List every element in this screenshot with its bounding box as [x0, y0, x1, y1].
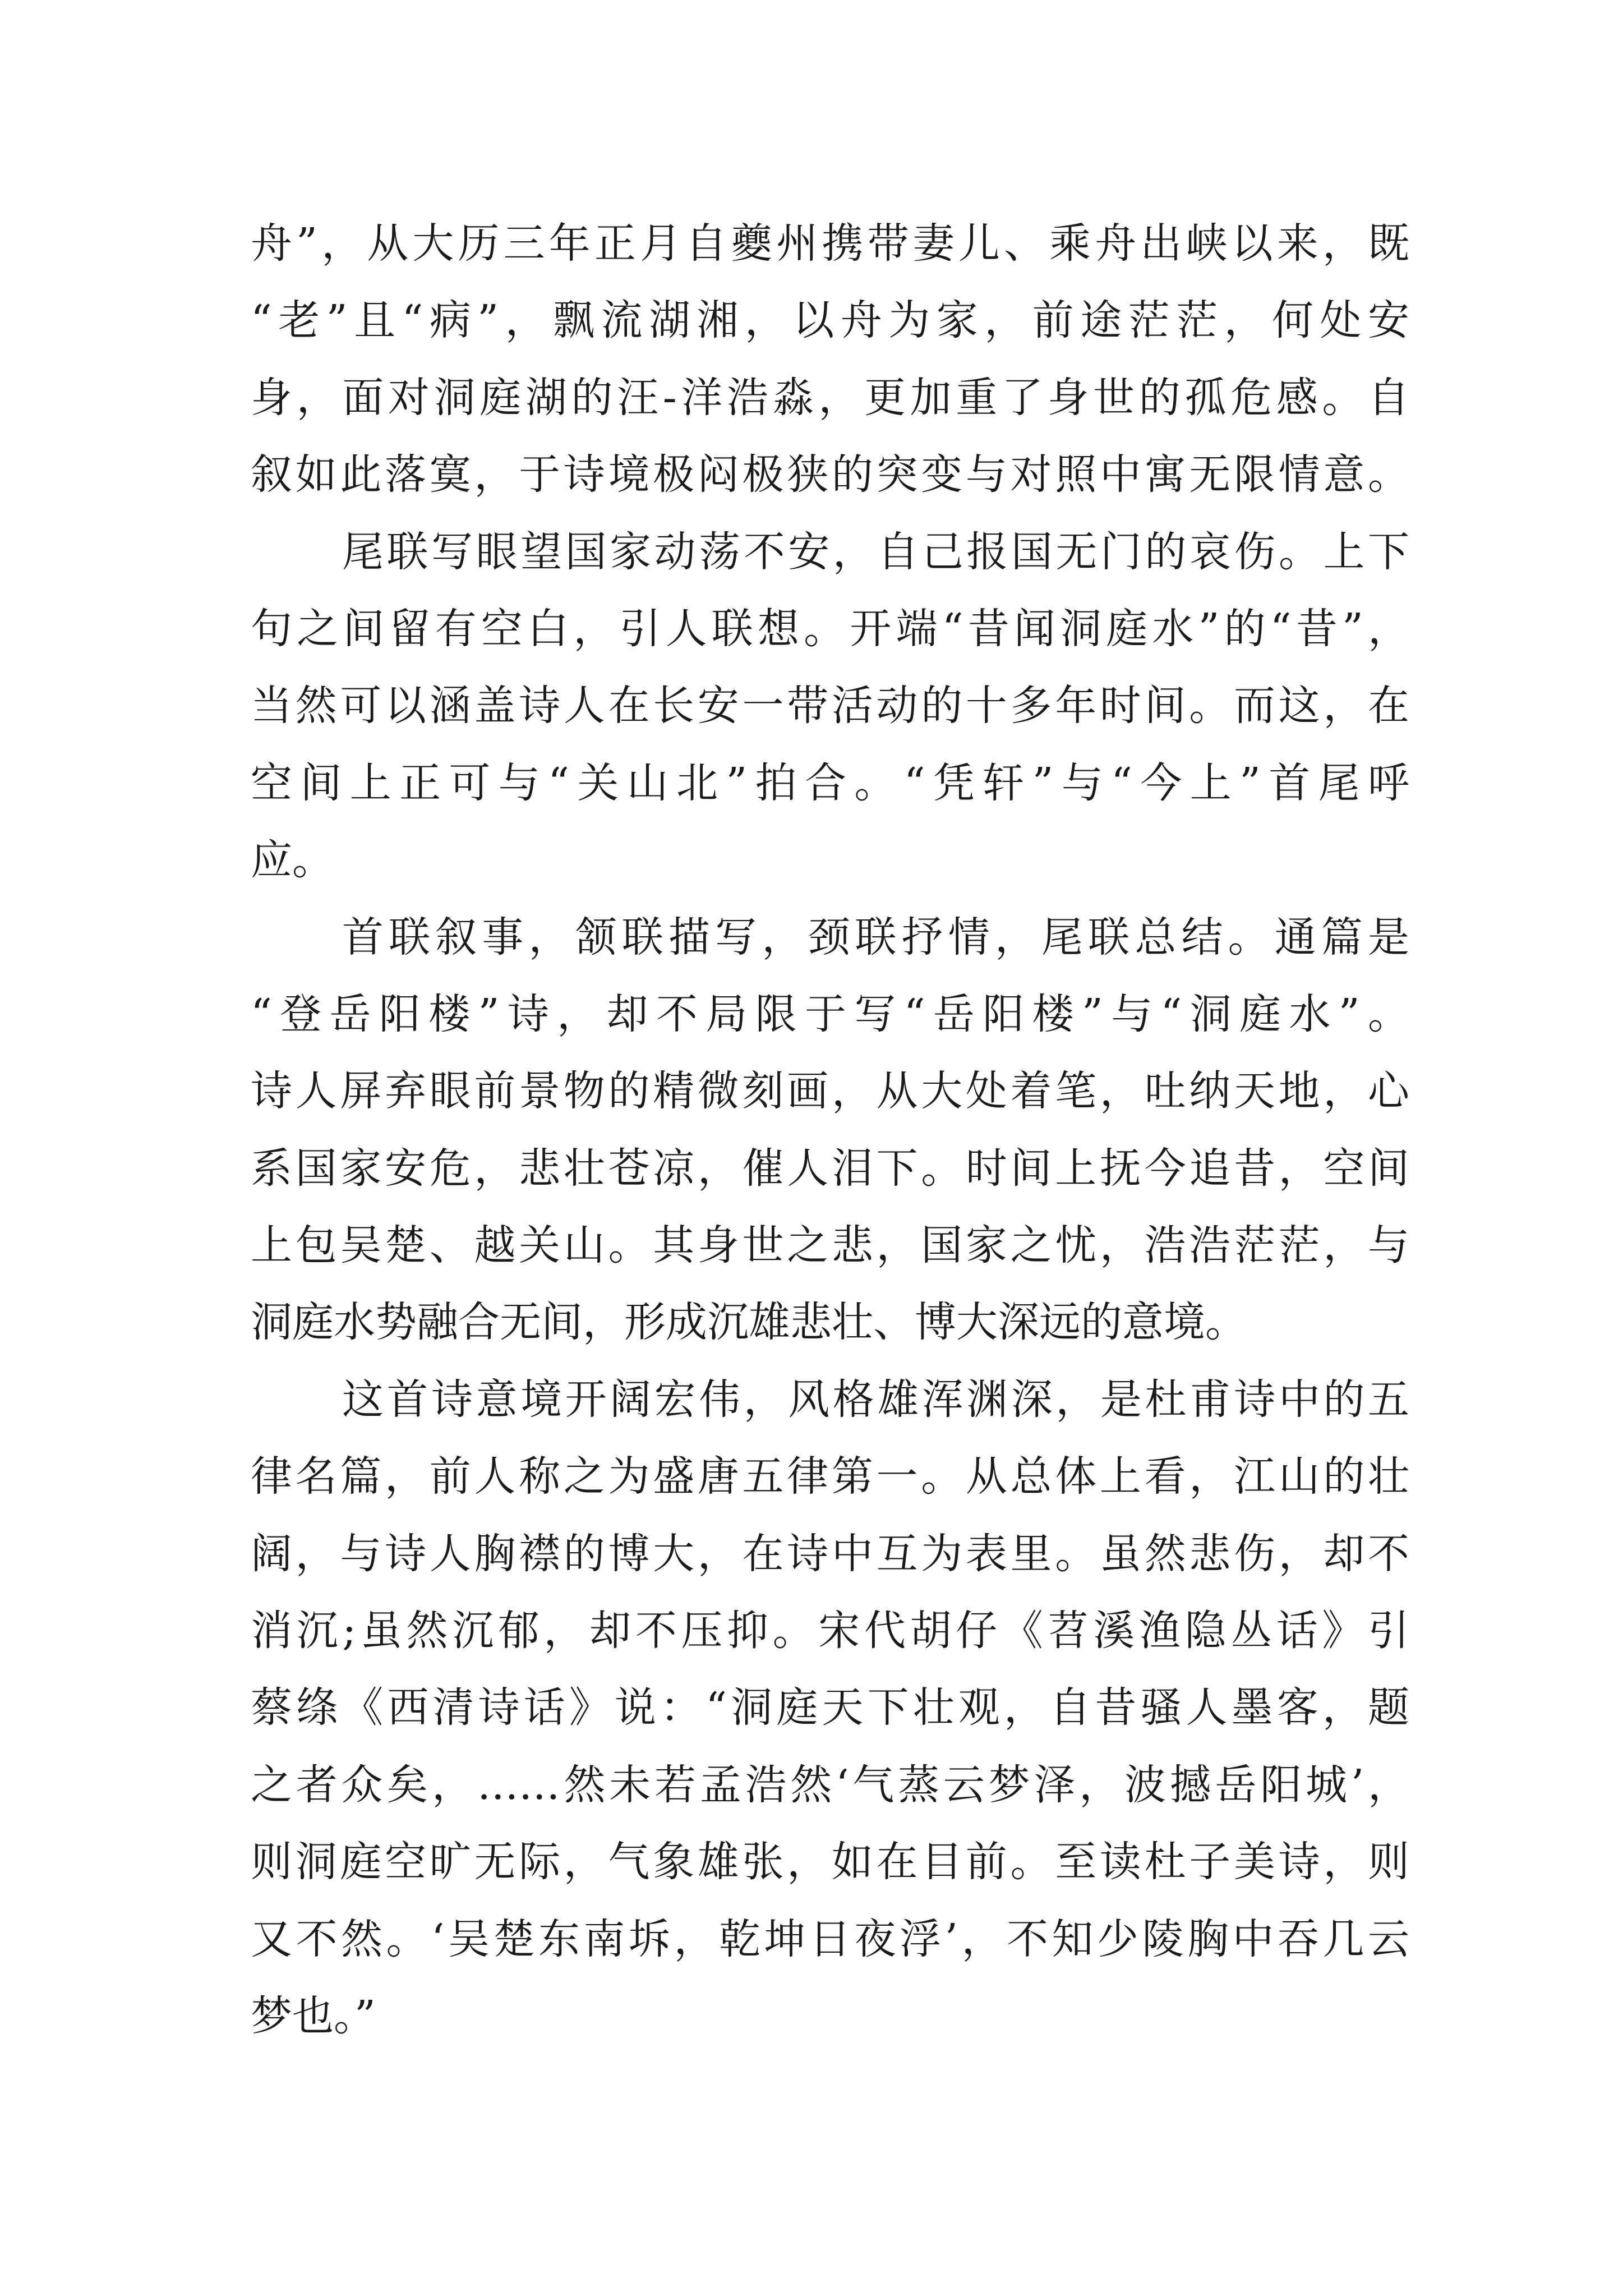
- text-line: 舟”，从大历三年正月自夔州携带妻儿、乘舟出峡以来，既: [251, 219, 1409, 268]
- text-line: 消沉;虽然沉郁，却不压抑。宋代胡仔《苕溪渔隐丛话》引: [251, 1607, 1409, 1655]
- text-line: 上包吴楚、越关山。其身世之悲，国家之忧，浩浩茫茫，与: [251, 1221, 1409, 1270]
- text-line: 系国家安危，悲壮苍凉，催人泪下。时间上抚今追昔，空间: [251, 1144, 1409, 1193]
- text-line: 洞庭水势融合无间，形成沉雄悲壮、博大深远的意境。: [251, 1298, 1247, 1347]
- text-line: 律名篇，前人称之为盛唐五律第一。从总体上看，江山的壮: [251, 1452, 1409, 1501]
- text-line: 这首诗意境开阔宏伟，风格雄浑渊深，是杜甫诗中的五: [342, 1375, 1409, 1424]
- text-line: 又不然。‘吴楚东南坼，乾坤日夜浮’，不知少陵胸中吞几云: [251, 1915, 1409, 1963]
- paragraph-1: [251, 205, 1409, 514]
- text-line: “老”且“病”，飘流湖湘，以舟为家，前途茫茫，何处安: [251, 296, 1409, 345]
- text-line: 应。: [251, 836, 334, 885]
- text-line: 之者众矣，……然未若孟浩然‘气蒸云梦泽，波撼岳阳城’，: [251, 1760, 1409, 1809]
- text-line: “登岳阳楼”诗，却不局限于写“岳阳楼”与“洞庭水”。: [251, 990, 1409, 1038]
- body-text: [251, 205, 1409, 2055]
- text-line: 诗人屏弃眼前景物的精微刻画，从大处着笔，吐纳天地，心: [251, 1067, 1409, 1116]
- text-line: 当然可以涵盖诗人在长安一带活动的十多年时间。而这，在: [251, 682, 1409, 730]
- text-line: 首联叙事，颔联描写，颈联抒情，尾联总结。通篇是: [342, 913, 1409, 961]
- paragraph-3: [251, 899, 1409, 1361]
- text-line: 叙如此落寞，于诗境极闷极狭的突变与对照中寓无限情意。: [251, 450, 1409, 499]
- text-line: 蔡绦《西清诗话》说：“洞庭天下壮观，自昔骚人墨客，题: [251, 1683, 1409, 1732]
- text-line: 句之间留有空白，引人联想。开端“昔闻洞庭水”的“昔”，: [251, 604, 1409, 653]
- text-line: 空间上正可与“关山北”拍合。“凭轩”与“今上”首尾呼: [251, 758, 1409, 807]
- paragraph-2: [251, 514, 1409, 899]
- text-line: 梦也。”: [251, 1991, 376, 2040]
- text-line: 尾联写眼望国家动荡不安，自己报国无门的哀伤。上下: [342, 527, 1409, 576]
- text-line: 阔，与诗人胸襟的博大，在诗中互为表里。虽然悲伤，却不: [251, 1529, 1409, 1578]
- text-line: 则洞庭空旷无际，气象雄张，如在目前。至读杜子美诗，则: [251, 1838, 1409, 1887]
- paragraph-4: [251, 1361, 1409, 2055]
- text-line: 身，面对洞庭湖的汪-洋浩淼，更加重了身世的孤危感。自: [251, 373, 1409, 422]
